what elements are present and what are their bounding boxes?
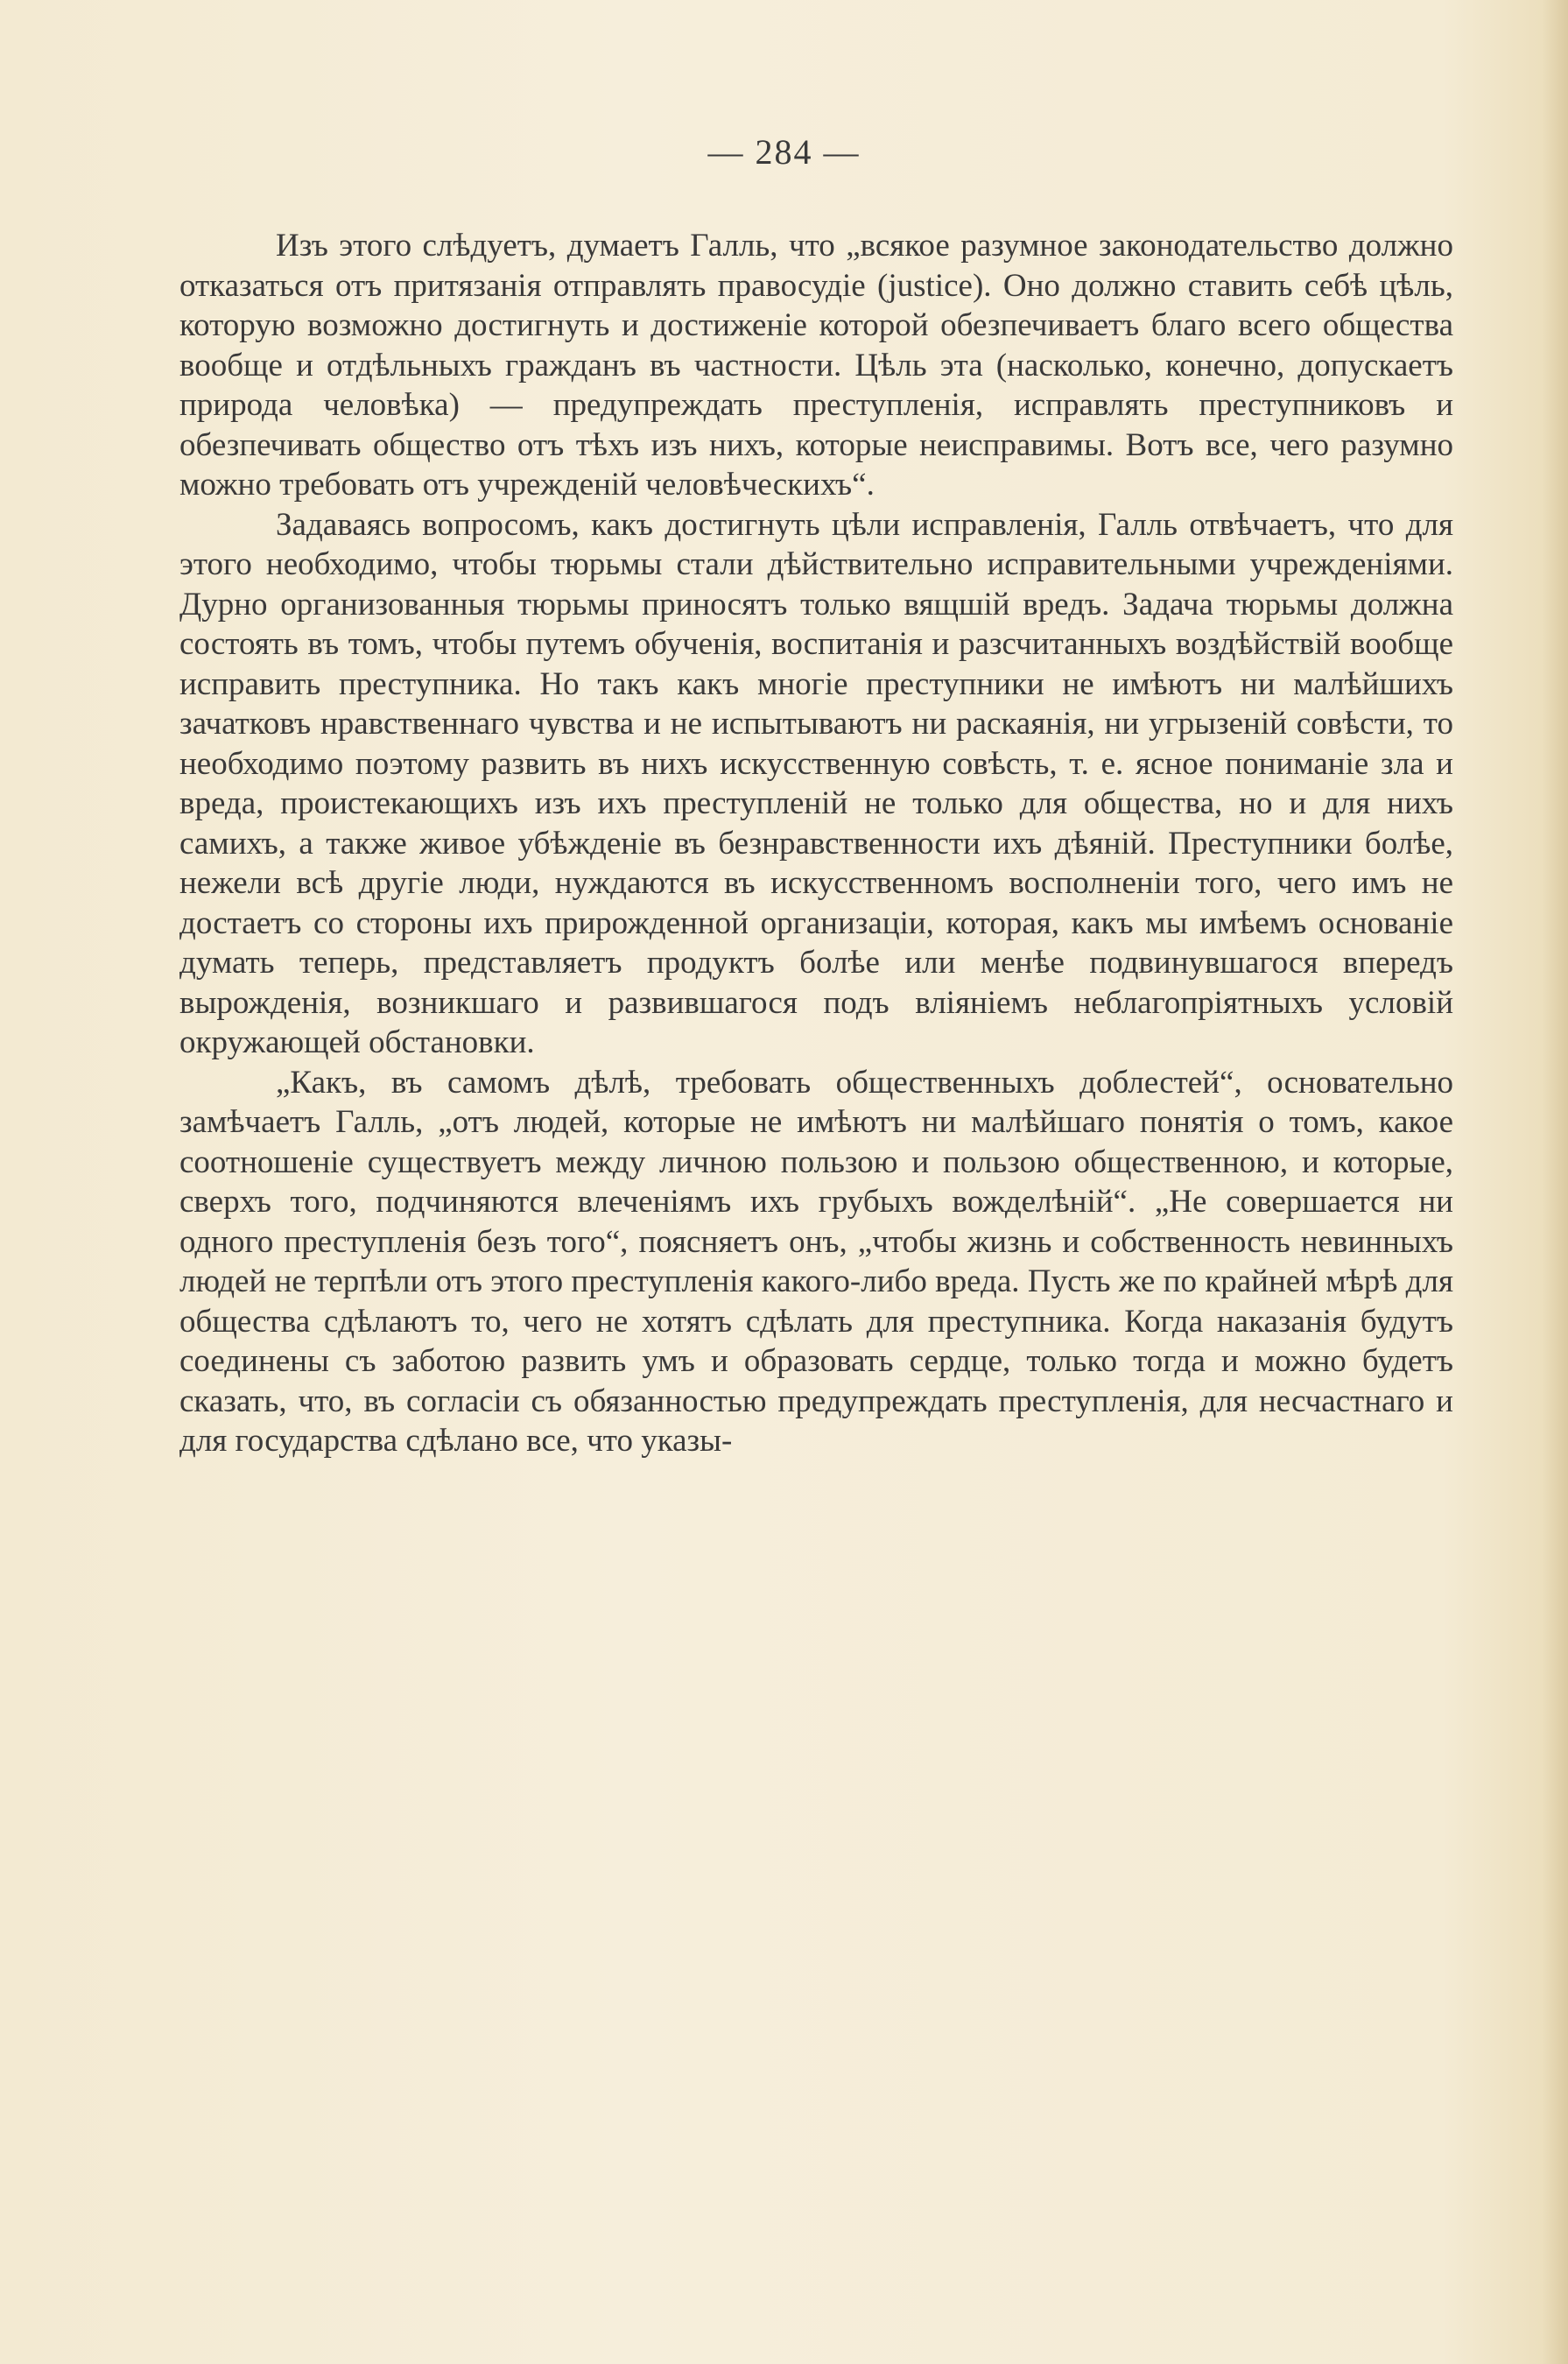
paragraph-2: Задаваясь вопросомъ, какъ достигнуть цѣли исправленія, Галль отвѣчаетъ, что для этого необходимо, чтобы тюрьмы стали дѣйствительно исправительными учрежденіями. Дурно организованныя тюрьмы приносятъ только вящшій вредъ. Задача тюрьмы должна состоять въ томъ, чтобы путемъ обученія, воспитанія и разсчитанныхъ воздѣйствій вообще исправить преступника. Но такъ какъ многіе преступники не имѣютъ ни малѣйшихъ зачатковъ нравственнаго чувства и не испытываютъ ни раскаянія, ни угрызеній совѣсти, то необходимо поэтому развить въ нихъ искусственную совѣсть, т. е. ясное пониманіе зла и вреда, проистекающихъ изъ ихъ преступленій не только для общества, но и для нихъ самихъ, а также живое убѣжденіе въ безнравственности ихъ дѣяній. Преступники болѣе, нежели всѣ другіе люди, нуждаются въ искусственномъ восполненіи того, чего имъ не достаетъ со стороны ихъ прирожденной организаціи, которая, какъ мы имѣемъ основаніе думать теперь, представляетъ продуктъ болѣе или менѣе подвинувшагося впередъ вырожденія, возникшаго и развившагося подъ вліяніемъ неблагопріятныхъ условій окружающей обстановки. bbox=[179, 506, 1453, 1060]
body-text bbox=[179, 226, 1453, 1461]
page-edge-shadow bbox=[1542, 0, 1568, 2364]
page-number: — 284 — bbox=[707, 132, 861, 172]
paragraph-1: Изъ этого слѣдуетъ, думаетъ Галль, что „всякое разумное законодательство должно отказаться отъ притязанія отправлять правосудіе (justice). Оно должно ставить себѣ цѣль, которую возможно достигнуть и достиженіе которой обезпечиваетъ благо всего общества вообще и отдѣльныхъ гражданъ въ частности. Цѣль эта (насколько, конечно, допускаетъ природа человѣка) — предупреждать преступленія, исправлять преступниковъ и обезпечивать общество отъ тѣхъ изъ нихъ, которые неисправимы. Вотъ все, чего разумно можно требовать отъ учрежденій человѣческихъ“. bbox=[179, 228, 1453, 503]
paragraph-3: „Какъ, въ самомъ дѣлѣ, требовать общественныхъ доблестей“, основательно замѣчаетъ Галль, „отъ людей, которые не имѣютъ ни малѣйшаго понятія о томъ, какое соотношеніе существуетъ между личною пользою и пользою общественною, и которые, сверхъ того, подчиняются влеченіямъ ихъ грубыхъ вожделѣній“. „Не совершается ни одного преступленія безъ того“, поясняетъ онъ, „чтобы жизнь и собственность невинныхъ людей не терпѣли отъ этого преступленія какого-либо вреда. Пусть же по крайней мѣрѣ для общества сдѣлаютъ то, чего не хотятъ сдѣлать для преступника. Когда наказанія будутъ соединены съ заботою развить умъ и образовать сердце, только тогда и можно будетъ сказать, что, въ согласіи съ обязанностью предупреждать преступленія, для несчастнаго и для государства сдѣлано все, что указы- bbox=[179, 1064, 1453, 1459]
